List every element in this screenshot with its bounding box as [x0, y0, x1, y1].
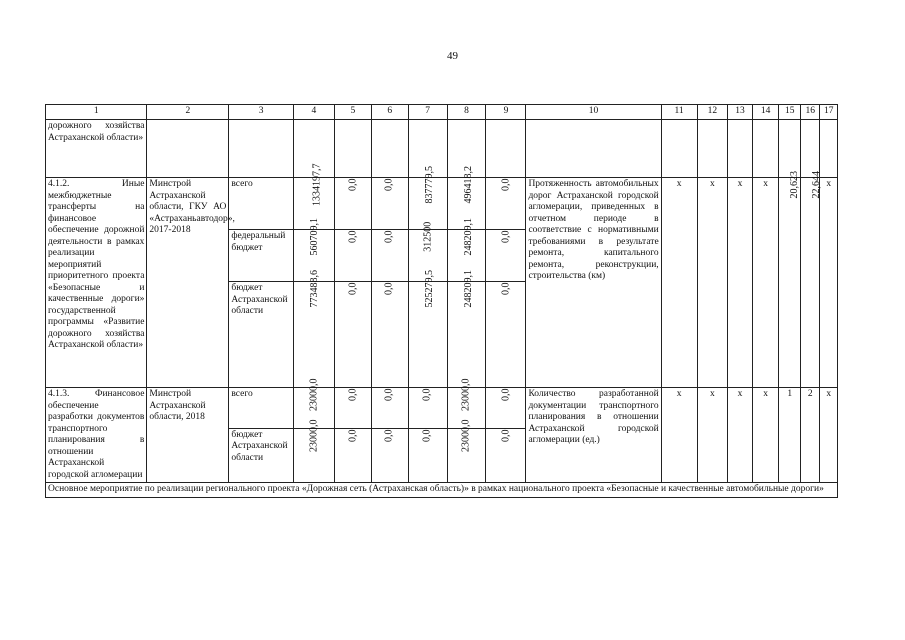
header-row: [46, 105, 838, 120]
table-row: [46, 388, 838, 429]
column-header: 7: [408, 105, 447, 120]
amount-value: 0,0: [500, 178, 512, 191]
indicator-mark: x: [752, 178, 779, 388]
amount-value: 0,0: [347, 429, 359, 442]
amount-value: 23000,0: [460, 378, 472, 411]
indicator-mark: x: [752, 388, 779, 483]
column-header: 5: [334, 105, 371, 120]
column-header: 1: [46, 105, 147, 120]
amount-value: 23000,0: [308, 419, 320, 452]
amount-value: 0,0: [500, 230, 512, 243]
column-header: 10: [526, 105, 661, 120]
amount-value: 0,0: [347, 282, 359, 295]
column-header: 15: [779, 105, 801, 120]
amount-value: 0,0: [383, 282, 395, 295]
column-header: 3: [229, 105, 294, 120]
executor: Минстрой Астраханской области, 2018: [147, 388, 229, 483]
page-number: 49: [447, 50, 458, 62]
main-activity-heading: Основное мероприятие по реализации регионального проекта «Дорожная сеть (Астраханская область)» в рамках национального проекта «Безопасные и качественные автомобильные дороги»: [46, 483, 838, 498]
amount-value: 23000,0: [308, 378, 320, 411]
funding-source: бюджет Астраханской области: [229, 428, 294, 482]
section-row: [46, 483, 838, 498]
funding-source: бюджет Астраханской области: [229, 282, 294, 388]
activity-name: 4.1.2. Иные межбюджетные трансферты на финансовое обеспечение дорожной деятельности в рамках реализации мероприятий приоритетного проекта «Безопасные и качественные дороги» государственной программы «Развитие дорожного хозяйства Астраханской области»: [46, 178, 147, 388]
amount-value: 773488,6: [308, 270, 320, 308]
executor: Минстрой Астраханской области, ГКУ АО «Астраханьавтодор», 2017-2018: [147, 178, 229, 388]
column-header: 13: [728, 105, 753, 120]
amount-value: 0,0: [500, 429, 512, 442]
indicator-value: 20,623: [789, 171, 801, 199]
amount-value: 248209,1: [462, 270, 474, 308]
indicator-mark: x: [661, 178, 697, 388]
column-header: 2: [147, 105, 229, 120]
amount-value: 0,0: [347, 388, 359, 401]
amount-value: 0,0: [500, 388, 512, 401]
column-header: 6: [371, 105, 408, 120]
amount-value: 0,0: [383, 178, 395, 191]
indicator-mark: x: [820, 388, 838, 483]
indicator-description: Протяженность автомобильных дорог Астраханской городской агломерации, приведенных в отчетном периоде в соответствие с нормативными требованиями в результате ремонта, капитального ремонта, реконструкции, строительства (км): [526, 178, 661, 388]
amount-value: 496418,2: [462, 166, 474, 204]
column-header: 11: [661, 105, 697, 120]
amount-value: 837779,5: [423, 166, 435, 204]
amount-value: 525279,5: [423, 270, 435, 308]
table-row: [46, 178, 838, 230]
budget-table: [45, 104, 838, 498]
column-header: 12: [697, 105, 728, 120]
funding-source: всего: [229, 178, 294, 230]
amount-value: 0,0: [500, 282, 512, 295]
amount-value: 560709,1: [308, 218, 320, 256]
amount-value: 0,0: [383, 388, 395, 401]
column-header: 14: [752, 105, 779, 120]
amount-value: 0,0: [421, 429, 433, 442]
amount-value: 312500: [421, 221, 433, 252]
indicator-mark: x: [820, 178, 838, 388]
indicator-mark: x: [661, 388, 697, 483]
funding-source: федеральный бюджет: [229, 230, 294, 282]
indicator-mark: x: [697, 388, 728, 483]
activity-name: 4.1.3. Финансовое обеспечение разработки документов транспортного планирования в отношении Астраханской городской агломерации: [46, 388, 147, 483]
activity-name: дорожного хозяйства Астраханской области»: [46, 120, 147, 178]
indicator-value: 1: [779, 388, 801, 483]
indicator-value: 2: [800, 388, 819, 483]
indicator-mark: x: [728, 388, 753, 483]
amount-value: 0,0: [383, 429, 395, 442]
column-header: 17: [820, 105, 838, 120]
continuation-row: [46, 120, 838, 178]
column-header: 8: [447, 105, 486, 120]
indicator-value: 22,644: [810, 171, 822, 199]
indicator-description: Количество разработанной документации транспортного планирования в отношении Астраханской городской агломерации (ед.): [526, 388, 661, 483]
amount-value: 0,0: [421, 388, 433, 401]
indicator-mark: x: [697, 178, 728, 388]
funding-source: всего: [229, 388, 294, 429]
amount-value: 0,0: [347, 230, 359, 243]
column-header: 9: [486, 105, 526, 120]
amount-value: 1334197,7: [311, 163, 323, 206]
amount-value: 248209,1: [462, 218, 474, 256]
indicator-mark: x: [728, 178, 753, 388]
amount-value: 23000,0: [460, 419, 472, 452]
amount-value: 0,0: [383, 230, 395, 243]
column-header: 16: [800, 105, 819, 120]
column-header: 4: [293, 105, 334, 120]
amount-value: 0,0: [347, 178, 359, 191]
